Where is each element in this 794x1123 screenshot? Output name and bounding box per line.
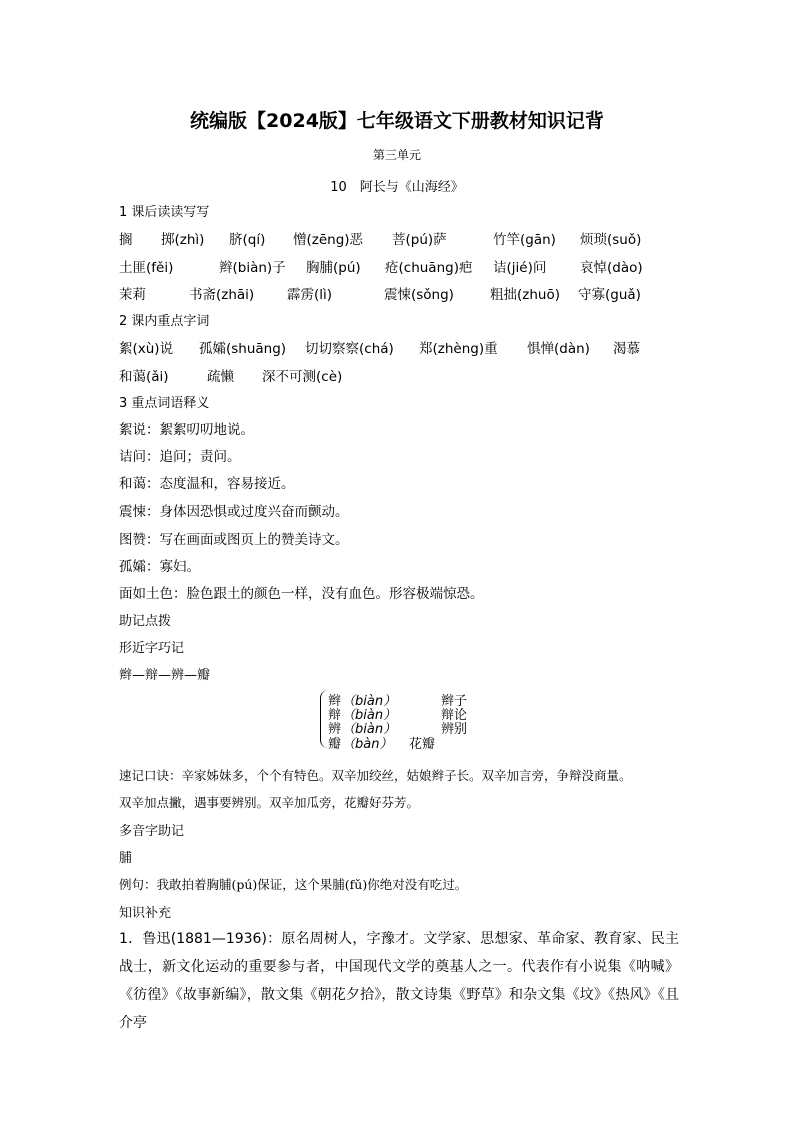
vocab-word: 菩(pú)萨 [392, 232, 447, 248]
vocab-word: 烦琐(suǒ) [580, 232, 642, 248]
vocab-word: 震悚(sǒng) [384, 287, 454, 303]
vocab-word: 土匪(fěi) [119, 260, 174, 276]
vocab-word: 守寡(guǎ) [578, 287, 641, 303]
vocab-word: 惧惮(dàn) [527, 341, 590, 357]
char-form-char: 辩 [328, 708, 342, 723]
definition: 孤孀：寡妇。 [119, 559, 200, 575]
vocab-word: 深不可测(cè) [262, 369, 343, 385]
char-form-pinyin: （biàn） [342, 694, 397, 709]
vocab-word: 茉莉 [119, 287, 146, 303]
example-sentence: 例句：我敢拍着胸脯(pú)保证，这个果脯(fǔ)你绝对没有吃过。 [119, 877, 468, 892]
vocab-word: 脐(qí) [229, 232, 266, 248]
lesson-heading: 10 阿长与《山海经》 [330, 180, 464, 195]
vocab-word: 切切察察(chá) [305, 341, 394, 357]
vocab-word: 憎(zēng)恶 [293, 232, 364, 248]
char-form-char: 辫 [328, 694, 342, 709]
definition: 诘问：追问；责问。 [119, 449, 241, 465]
mnemonic-line: 双辛加点撇，遇事要辨别。双辛加瓜旁，花瓣好芬芳。 [119, 795, 420, 810]
vocab-word: 诘(jié)问 [493, 260, 547, 276]
supplement-paragraph: 1．鲁迅(1881—1936)：原名周树人，字豫才。文学家、思想家、革命家、教育家、民主战士，新文化运动的重要参与者，中国现代文学的奠基人之一。代表作有小说集《呐喊》《彷徨》《故事新编》，散文集《朝花夕拾》，散文诗集《野草》和杂文集《坟》《热风》《且介亭 [119, 931, 679, 1031]
document-title: 统编版【2024版】七年级语文下册教材知识记背 [190, 110, 604, 132]
definition: 和蔼：态度温和，容易接近。 [119, 476, 295, 492]
char-form-pinyin: （biàn） [342, 722, 397, 737]
vocab-word: 孤孀(shuāng) [199, 341, 287, 357]
vocab-word: 哀悼(dào) [580, 260, 643, 276]
definition: 面如土色：脸色跟土的颜色一样，没有血色。形容极端惊恐。 [119, 586, 484, 602]
similar-chars-line: 辫—辩—辨—瓣 [119, 668, 211, 683]
similar-chars-heading: 形近字巧记 [119, 641, 185, 656]
polyphone-heading: 多音字助记 [119, 824, 185, 839]
char-form-word: 辨别 [441, 722, 468, 737]
char-form-char: 瓣 [328, 737, 342, 752]
vocab-word: 和蔼(ǎi) [119, 369, 169, 385]
vocab-word: 胸脯(pú) [306, 260, 361, 276]
vocab-word: 竹竿(gān) [493, 232, 556, 248]
char-form-word: 辫子 [441, 694, 468, 709]
definition: 图赞：写在画面或图页上的赞美诗文。 [119, 532, 349, 548]
char-form-pinyin: （bàn） [342, 737, 393, 752]
polyphone-char: 脯 [119, 851, 133, 866]
char-form-char: 辨 [328, 722, 342, 737]
vocab-word: 郑(zhèng)重 [419, 341, 498, 357]
unit-heading: 第三单元 [372, 148, 421, 162]
vocab-word: 搁 [119, 232, 133, 248]
mnemonic-line: 速记口诀：辛家姊妹多，个个有特色。双辛加绞丝，姑娘辫子长。双辛加言旁，争辩没商量。 [119, 768, 632, 783]
section-2-heading: 2 课内重点字词 [119, 314, 210, 329]
char-form-word: 辩论 [441, 708, 468, 723]
vocab-word: 渴慕 [613, 341, 640, 357]
vocab-word: 辫(biàn)子 [219, 260, 286, 276]
tips-heading: 助记点拨 [119, 614, 172, 629]
vocab-word: 絮(xù)说 [119, 341, 174, 357]
char-form-word: 花瓣 [409, 737, 436, 752]
vocab-word: 掷(zhì) [161, 232, 205, 248]
vocab-word: 疏懒 [207, 369, 234, 385]
section-3-heading: 3 重点词语释义 [119, 396, 210, 411]
section-1-heading: 1 课后读读写写 [119, 205, 210, 220]
char-form-pinyin: （biàn） [342, 708, 397, 723]
definition: 震悚：身体因恐惧或过度兴奋而颤动。 [119, 504, 349, 520]
vocab-word: 书斋(zhāi) [189, 287, 255, 303]
definition: 絮说：絮絮叨叨地说。 [119, 422, 254, 438]
vocab-word: 霹雳(lì) [287, 287, 333, 303]
supplement-heading: 知识补充 [119, 906, 172, 921]
vocab-word: 疮(chuāng)疤 [385, 260, 473, 276]
vocab-word: 粗拙(zhuō) [490, 287, 560, 303]
